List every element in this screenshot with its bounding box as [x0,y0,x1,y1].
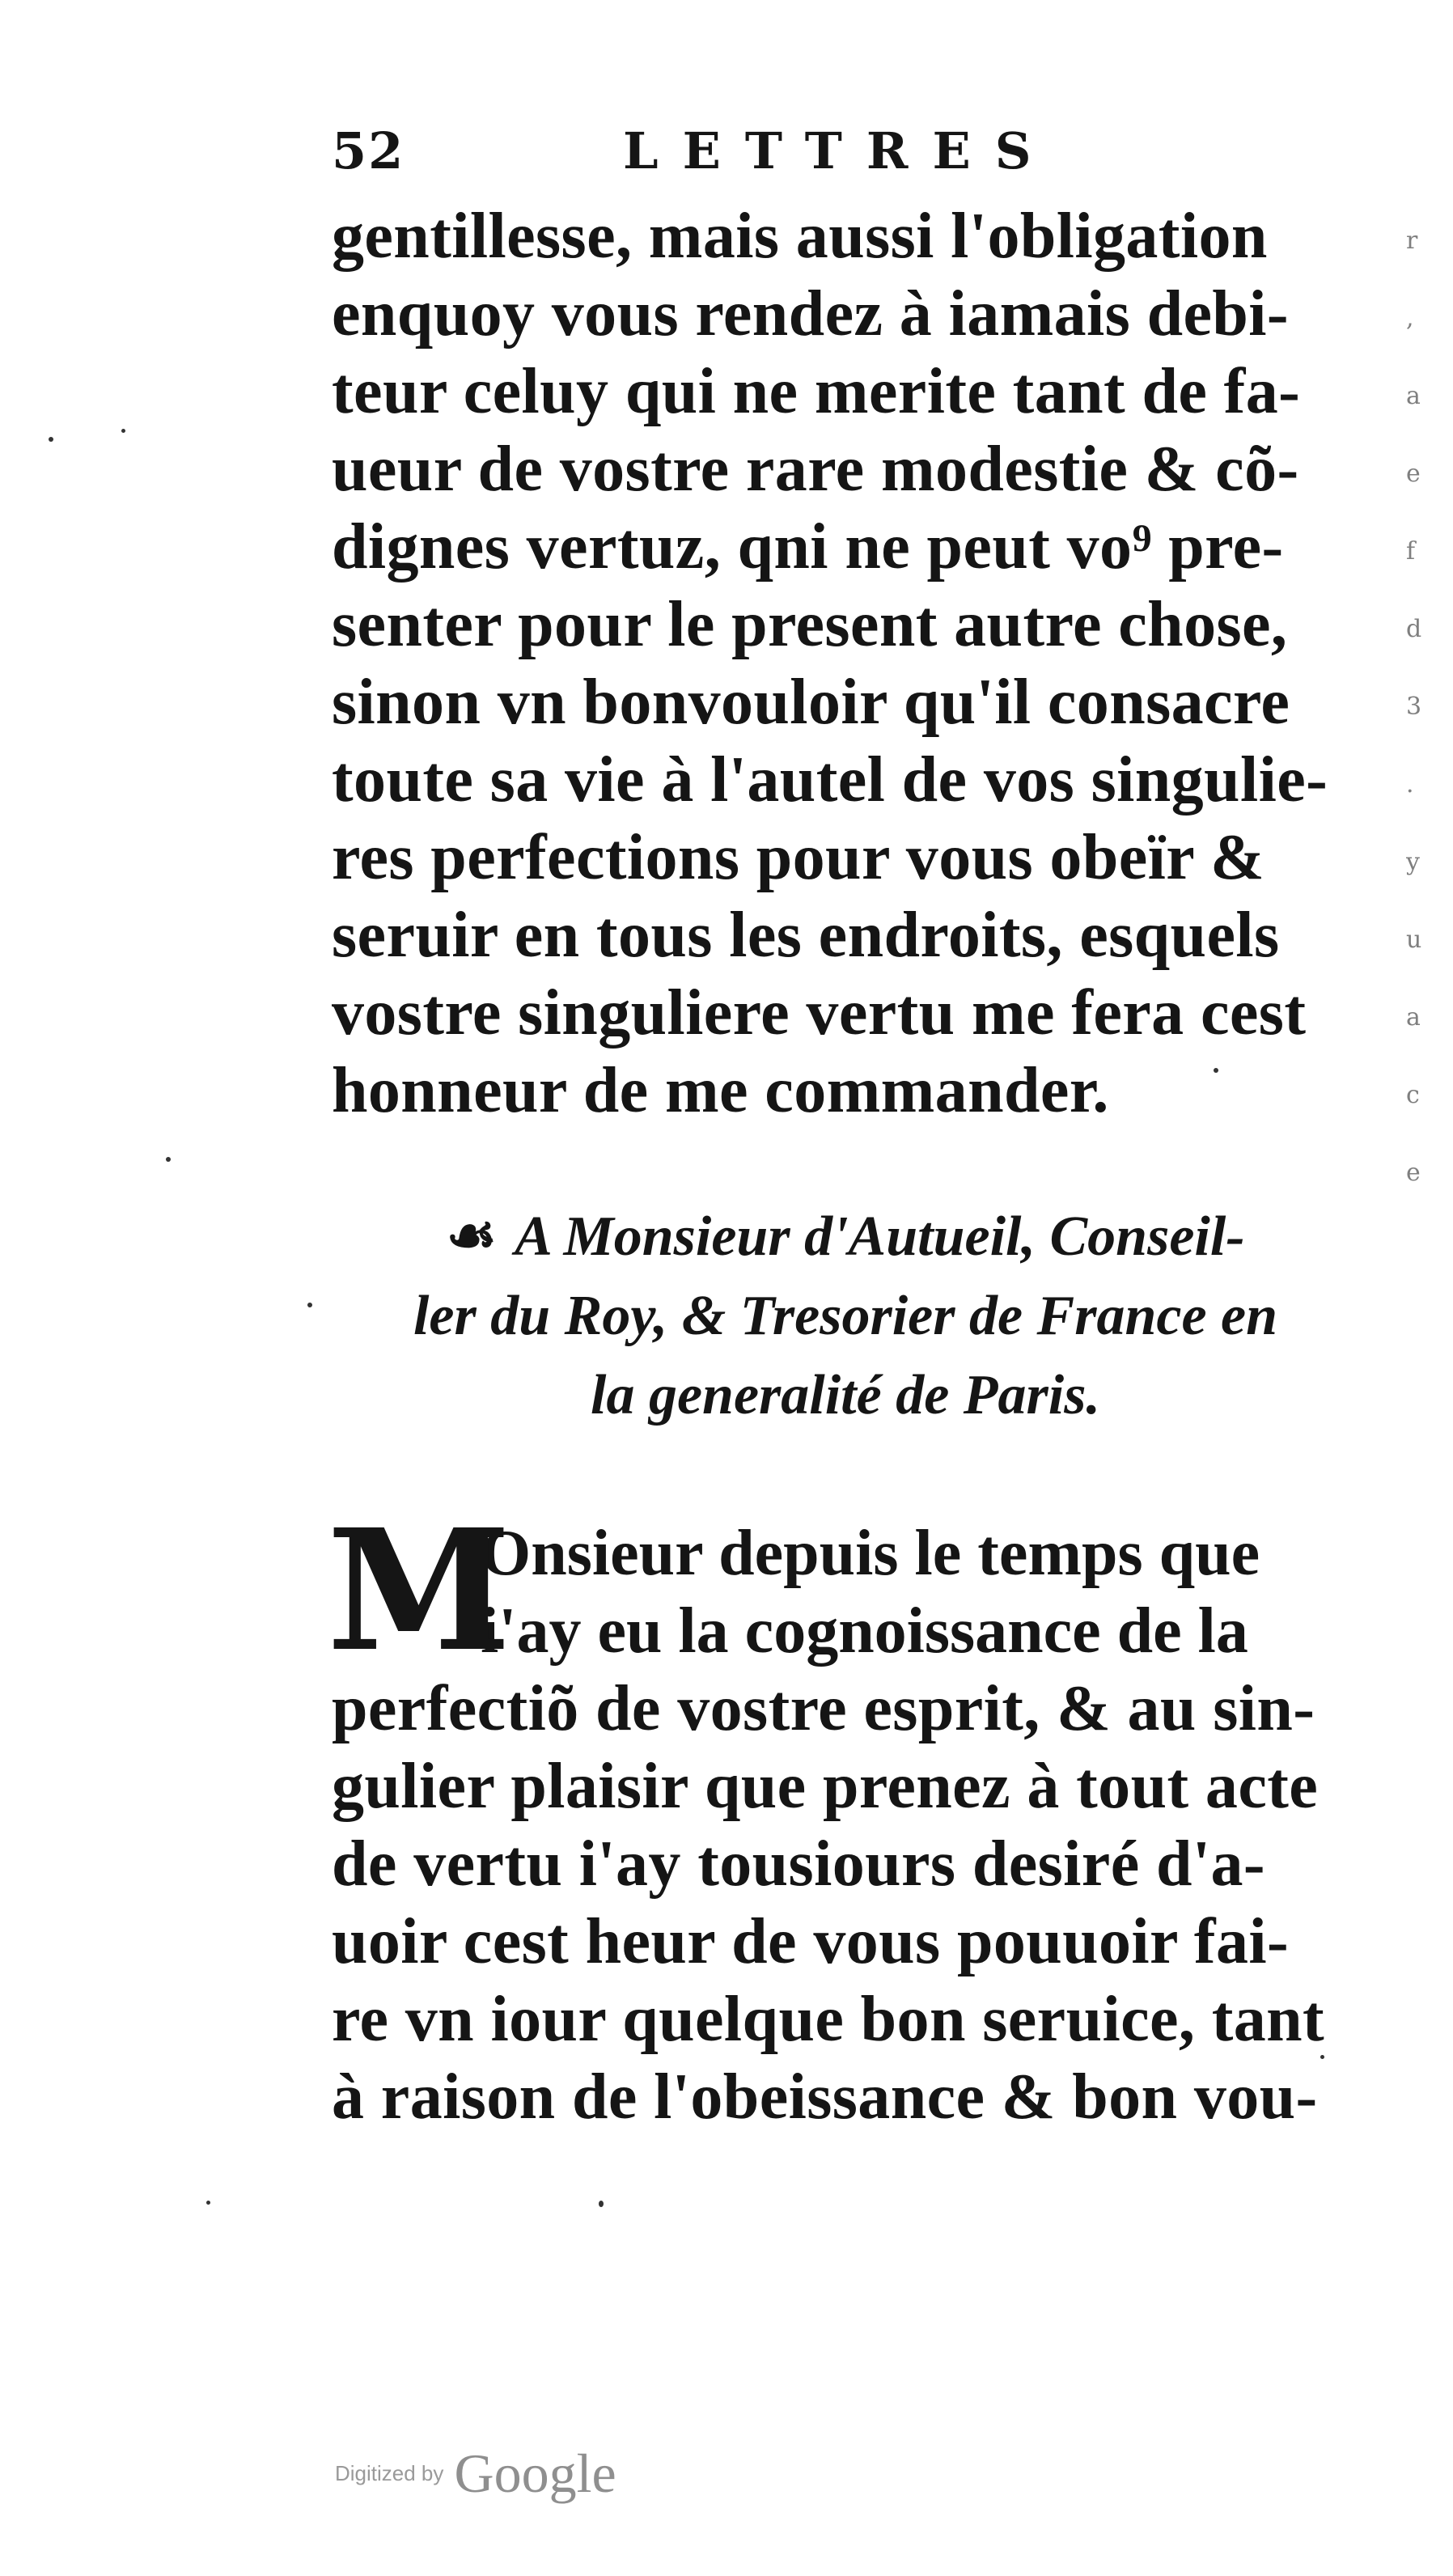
running-title: LETTRES [623,121,1056,180]
text-line: gentillesse, mais aussi l'obligation [332,201,1268,272]
scan-speck [1320,2055,1324,2059]
page-number: 52 [332,121,405,180]
text-line: honneur de me commander. [332,1055,1109,1126]
digitized-watermark [335,2442,616,2515]
text-line: re vn iour quelque bon seruice, tant [332,1984,1325,2055]
heading-line: la generalité de Paris. [591,1364,1100,1426]
scan-speck [599,2201,604,2207]
text-line: res perfections pour vous obeïr & [332,822,1265,893]
heading-line-text: A Monsieur d'Autueil, Conseil- [515,1205,1245,1268]
text-line: seruir en tous les endroits, esquels [332,900,1280,971]
text-line: uoir cest heur de vous pouuoir fai- [332,1906,1290,1977]
scan-speck [307,1303,312,1307]
text-line: gulier plaisir que prenez à tout acte [332,1751,1319,1822]
letter-body-text [327,1493,1359,2136]
google-logo: Google [454,2443,616,2504]
text-line: à raison de l'obeissance & bon vou- [332,2061,1318,2133]
scan-speck [49,437,53,442]
text-line: sinon vn bonvouloir qu'il consacre [332,667,1290,738]
text-line: ueur de vostre rare modestie & cõ- [332,434,1299,505]
drop-cap: M [327,1493,512,1688]
text-line: toute sa vie à l'autel de vos singulie- [332,744,1328,816]
facing-page-edge: r , a e f d 3 . y u a c e [1406,227,1422,1187]
letter-ending-text [332,197,1359,1129]
text-line: dignes vertuz, qni ne peut vo⁹ pre- [332,511,1284,583]
scan-speck [206,2201,210,2205]
letter-heading [332,1197,1359,1435]
scan-speck [1214,1068,1218,1073]
text-line: Onsieur depuis le temps que [481,1518,1260,1589]
heading-line [332,1197,1359,1277]
fleuron-icon: ☙ [446,1205,498,1268]
page-header [332,121,1351,186]
text-line: teur celuy qui ne merite tant de fa- [332,356,1301,427]
text-line: i'ay eu la cognoissance de la [481,1595,1248,1667]
watermark-prefix: Digitized by [335,2461,444,2485]
scan-speck [166,1157,171,1162]
text-line: senter pour le present autre chose, [332,589,1288,660]
text-line: vostre singuliere vertu me fera cest [332,977,1307,1049]
heading-line: ler du Roy, & Tresorier de France en [413,1285,1278,1347]
text-line: de vertu i'ay tousiours desiré d'a- [332,1828,1265,1900]
text-line: perfectiõ de vostre esprit, & au sin- [332,1673,1315,1744]
text-line: enquoy vous rendez à iamais debi- [332,278,1289,350]
scan-speck [121,429,125,433]
